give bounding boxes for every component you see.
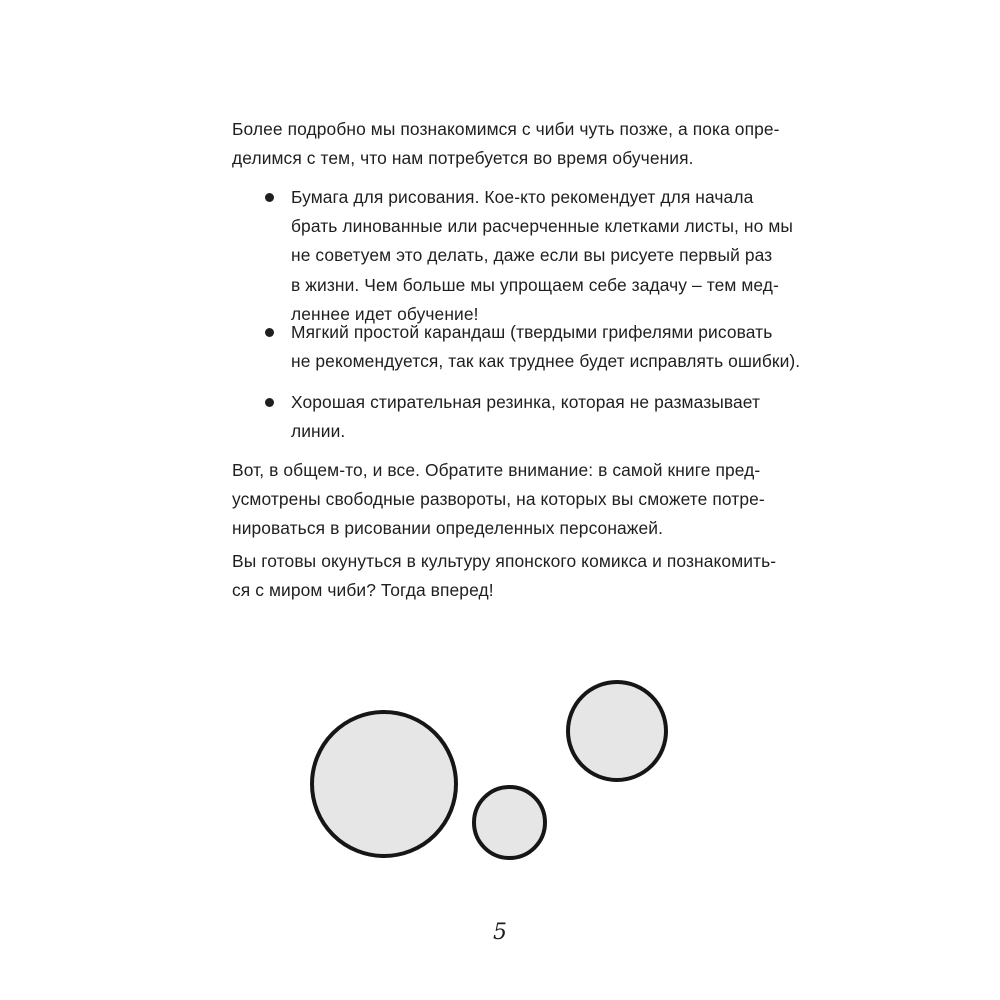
bullet-text-pencil bbox=[291, 318, 801, 376]
bullet-1-line-4: в жизни. Чем больше мы упрощаем себе задачу – тем мед- bbox=[291, 274, 779, 295]
bullet-1-line-3: не советуем это делать, даже если вы рисуете первый раз bbox=[291, 245, 773, 266]
final-line-1: Вы готовы окунуться в культуру японского комикса и познакомить- bbox=[232, 551, 777, 571]
final-paragraph bbox=[232, 547, 777, 605]
bullet-2-line-2: не рекомендуется, так как труднее будет исправлять ошибки). bbox=[291, 351, 801, 372]
bullet-dot-icon bbox=[265, 398, 274, 407]
bullet-3-line-2: линии. bbox=[291, 421, 346, 442]
closing-paragraph bbox=[232, 456, 772, 544]
closing-line-2: усмотрены свободные развороты, на которых вы сможете потре- bbox=[232, 489, 765, 510]
decorative-circle-small bbox=[472, 785, 547, 860]
bullet-3-line-1: Хорошая стирательная резинка, которая не размазывает bbox=[291, 392, 761, 412]
bullet-1-line-1: Бумага для рисования. Кое-кто рекомендует для начала bbox=[291, 187, 754, 207]
bullet-2-line-1: Мягкий простой карандаш (твердыми грифелями рисовать bbox=[291, 322, 773, 342]
intro-paragraph bbox=[232, 115, 780, 173]
bullet-dot-icon bbox=[265, 193, 274, 202]
closing-line-3: нироваться в рисовании определенных персонажей. bbox=[232, 518, 664, 539]
bullet-dot-icon bbox=[265, 328, 274, 337]
decorative-circle-medium bbox=[566, 680, 668, 782]
bullet-text-eraser bbox=[291, 388, 761, 446]
intro-line-2: делимся с тем, что нам потребуется во время обучения. bbox=[232, 148, 694, 169]
page-number: 5 bbox=[493, 920, 507, 945]
closing-line-1: Вот, в общем-то, и все. Обратите внимание: в самой книге пред- bbox=[232, 460, 761, 480]
bullet-1-line-2: брать линованные или расчерченные клетками листы, но мы bbox=[291, 216, 793, 237]
final-line-2: ся с миром чиби? Тогда вперед! bbox=[232, 580, 494, 601]
decorative-circle-large bbox=[310, 710, 458, 858]
intro-line-1: Более подробно мы познакомимся с чиби чуть позже, а пока опре- bbox=[232, 119, 780, 139]
bullet-1-line-5: леннее идет обучение! bbox=[291, 303, 479, 324]
bullet-text-paper bbox=[291, 183, 793, 329]
